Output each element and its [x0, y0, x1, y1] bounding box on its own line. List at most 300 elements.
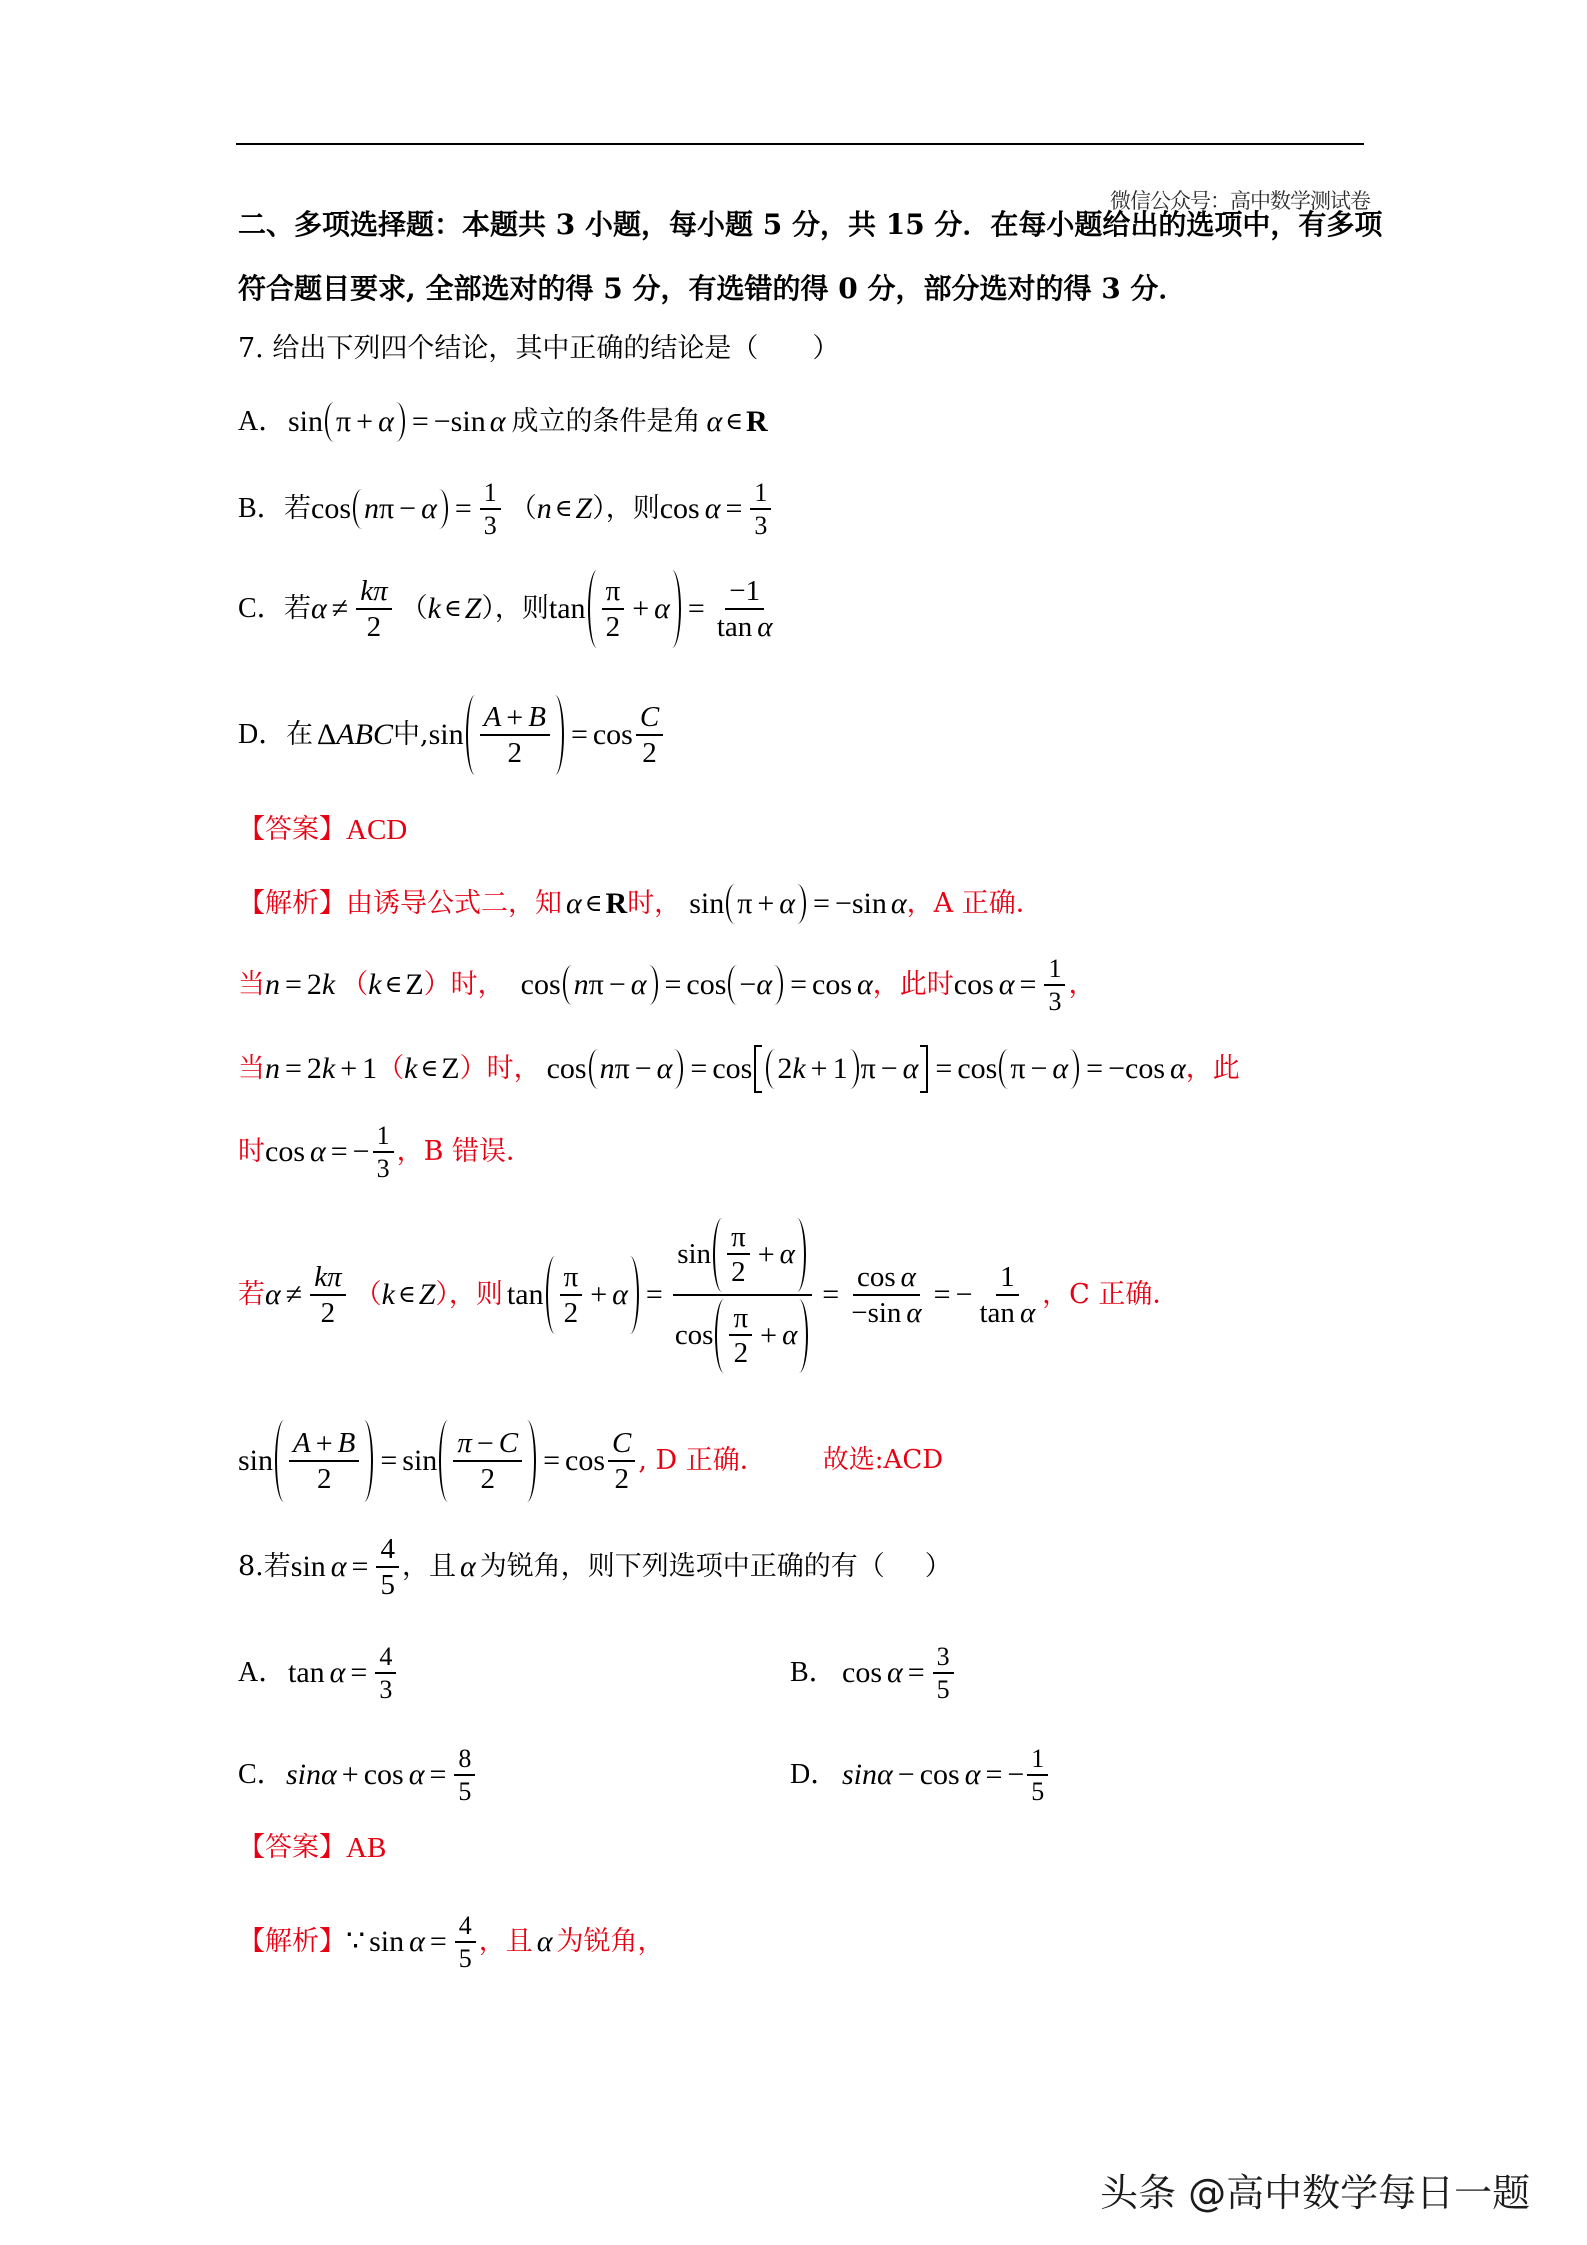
math-token: 5 [380, 1568, 395, 1601]
math-operator: = [570, 718, 588, 751]
math-token: π [1010, 1052, 1026, 1085]
left-paren [546, 1256, 555, 1334]
text-segment: ）时， [423, 968, 505, 1000]
math-token: α [378, 405, 394, 438]
fraction-denominator [638, 736, 661, 768]
left-paren [466, 695, 475, 775]
math-token: π [457, 1427, 472, 1460]
text-segment: 为锐角，则下列选项中正确的有（ [479, 1550, 885, 1582]
fraction [454, 1745, 475, 1805]
math-token: α [311, 592, 327, 625]
right-paren [630, 1256, 639, 1334]
math-token: − [352, 1135, 370, 1168]
fraction [373, 1122, 394, 1182]
fraction-denominator [373, 1153, 394, 1182]
math-operator: = [454, 492, 472, 525]
math-token: π [336, 405, 352, 438]
left-paren [999, 1049, 1008, 1089]
math-token: α [779, 887, 796, 920]
answer-value: ACD [346, 813, 408, 846]
fraction-denominator [671, 1296, 814, 1373]
math-operator: + [341, 1758, 359, 1791]
math-token: C [639, 701, 660, 734]
math-token: α [612, 1278, 628, 1311]
math-token: 3 [936, 1642, 950, 1672]
math-token: cos [953, 968, 994, 1001]
math-token: 2 [320, 1296, 336, 1329]
right-paren [527, 1420, 536, 1502]
left-paren [589, 1049, 598, 1089]
math-token: 2 [733, 1337, 749, 1369]
option-label: A． [238, 1657, 287, 1689]
fraction-denominator [313, 1462, 336, 1494]
math-token: A [293, 1427, 311, 1460]
math-operator: = [813, 887, 830, 920]
math-token: α [900, 1261, 916, 1294]
text-segment: （ [377, 1052, 405, 1084]
math-token: − [955, 1278, 973, 1311]
left-paren [275, 1420, 284, 1502]
math-token: cos [565, 1444, 606, 1477]
math-token: R [605, 887, 628, 920]
left-paren [325, 402, 334, 442]
answer-value: AB [346, 1831, 387, 1864]
math-operator: ≠ [331, 592, 349, 625]
math-token: 3 [379, 1674, 393, 1704]
math-token: C [498, 1427, 519, 1460]
text-segment: ，C 正确． [1042, 1278, 1180, 1310]
fraction-numerator [376, 1534, 399, 1567]
math-operator: + [356, 405, 374, 438]
right-paren [850, 1049, 859, 1089]
math-token: −sin [433, 405, 486, 438]
because-symbol: ∵ [346, 1925, 366, 1958]
fraction-denominator [750, 510, 771, 539]
fraction-numerator [853, 1262, 920, 1295]
fraction [602, 576, 625, 642]
math-token: α [1170, 1052, 1186, 1085]
math-token: cos [265, 1135, 305, 1168]
math-token: 3 [1048, 986, 1062, 1016]
math-token: α [630, 968, 647, 1001]
solution-tag: 【解析】 [238, 1925, 346, 1957]
left-paren [726, 884, 735, 924]
text-segment: ，A 正确． [906, 887, 1043, 919]
fraction-denominator [727, 1255, 750, 1287]
math-token: α [310, 1135, 326, 1168]
math-operator: ∈ [384, 971, 403, 998]
math-token: C [612, 1427, 632, 1460]
math-token: tan [716, 610, 753, 643]
math-token: 5 [936, 1674, 950, 1704]
math-token: −cos [1108, 1052, 1166, 1085]
text-segment: （ [509, 492, 537, 524]
math-token: cos [520, 968, 561, 1001]
math-token: −sin [851, 1296, 902, 1329]
fraction-denominator [454, 1776, 475, 1805]
text-segment: 在 [286, 718, 313, 750]
right-bracket [920, 1045, 928, 1093]
math-operator: = [429, 1758, 447, 1791]
section-header-line-1: 二、多项选择题：本题共 3 小题，每小题 5 分，共 15 分．在每小题给出的选项中，有多项 [238, 208, 1383, 241]
math-operator: − [1030, 1052, 1048, 1085]
text-segment: ，且 [401, 1550, 456, 1582]
fraction [847, 1262, 925, 1328]
math-operator: + [757, 1237, 775, 1271]
math-token: α [782, 1319, 798, 1352]
math-token: π [733, 1301, 749, 1334]
math-token: α [330, 1550, 347, 1583]
left-paren [563, 965, 572, 1005]
math-token: 2 [777, 1052, 793, 1085]
fraction-numerator [996, 1262, 1019, 1295]
math-token: tan [506, 1278, 544, 1311]
text-segment: （ [400, 592, 428, 624]
option-label: A． [238, 406, 287, 438]
fraction-denominator [504, 736, 527, 768]
math-token: 2 [507, 737, 522, 770]
math-token: 2 [731, 1256, 746, 1288]
text-segment: 若 [284, 492, 311, 524]
left-paren [353, 489, 362, 529]
math-operator: − [897, 1758, 915, 1791]
option-label: B． [238, 493, 285, 525]
right-paren [396, 402, 405, 442]
fraction-denominator [560, 1296, 583, 1328]
math-token: α [704, 492, 721, 525]
math-token: α [1052, 1052, 1069, 1085]
fraction-numerator [455, 1912, 476, 1942]
math-token: n [536, 492, 552, 525]
math-token: n [599, 1052, 615, 1085]
math-token: α [536, 1925, 553, 1958]
math-operator: + [810, 1052, 828, 1085]
text-segment: 时 [238, 1135, 265, 1167]
fraction-denominator [1044, 986, 1065, 1015]
math-operator: = [411, 405, 429, 438]
math-operator: = [351, 1550, 369, 1583]
math-token: α [489, 405, 506, 438]
math-token: α [656, 1052, 673, 1085]
text-segment: ， [1068, 968, 1096, 1000]
left-paren [728, 965, 737, 1005]
math-operator: = [1086, 1052, 1104, 1085]
solution-tag: 【解析】 [238, 887, 346, 919]
math-token: π [614, 1052, 630, 1085]
math-token: sin [290, 1550, 326, 1583]
math-token: Z [464, 592, 482, 625]
right-paren [649, 965, 658, 1005]
math-token: 1 [1031, 1744, 1045, 1774]
left-bracket [754, 1045, 762, 1093]
fraction-numerator [373, 1122, 394, 1152]
fraction-numerator [480, 479, 501, 509]
math-token: B [528, 701, 546, 734]
math-token: 8 [458, 1744, 472, 1774]
math-token: π [605, 575, 621, 608]
text-segment: 当 [238, 1052, 265, 1084]
fraction [560, 1262, 583, 1328]
text-segment: ），则 [435, 1278, 503, 1310]
option-label: B． [790, 1657, 837, 1689]
math-token: 2 [642, 736, 657, 769]
math-token: α [409, 1925, 425, 1958]
right-paren [799, 1299, 808, 1373]
math-token: cos [659, 492, 700, 525]
right-paren [439, 489, 448, 529]
math-token: π [563, 1261, 579, 1294]
math-operator: − [634, 1052, 652, 1085]
option-label: D． [238, 719, 287, 751]
left-paren [766, 1049, 775, 1089]
fraction-numerator [729, 1303, 752, 1336]
math-token: −1 [729, 575, 761, 608]
fraction-numerator [933, 1643, 954, 1673]
math-token: α [421, 492, 437, 525]
math-token: −sin [834, 887, 887, 920]
math-token: π [588, 968, 604, 1001]
math-operator: = [1019, 968, 1037, 1001]
fraction [933, 1643, 954, 1703]
math-token: k [792, 1052, 806, 1085]
math-token: 2 [306, 1052, 322, 1085]
fraction [636, 702, 663, 768]
math-token: − [1007, 1758, 1025, 1791]
math-token: Δ [317, 718, 337, 751]
math-token: k [321, 1052, 336, 1085]
math-token: 4 [458, 1911, 472, 1941]
math-token: k [427, 592, 441, 625]
fraction [310, 1262, 345, 1328]
math-token: sin [288, 405, 324, 438]
math-token: 1 [483, 478, 497, 508]
math-operator: − [608, 968, 626, 1001]
math-token: 3 [376, 1153, 390, 1183]
fraction-numerator [289, 1428, 359, 1463]
fraction-numerator [310, 1262, 345, 1295]
math-token: Z [441, 1052, 460, 1085]
fraction-denominator [376, 1568, 399, 1600]
math-operator: − [399, 492, 417, 525]
math-operator: = [822, 1278, 840, 1311]
fraction-denominator [480, 510, 501, 539]
math-operator: + [340, 1052, 358, 1085]
math-operator: + [315, 1426, 333, 1460]
fraction [480, 702, 550, 769]
math-token: tan [548, 592, 586, 625]
fraction [1044, 955, 1065, 1015]
text-segment: 成立的条件是角 [511, 405, 701, 437]
fraction-denominator [847, 1296, 925, 1328]
math-token: n [265, 968, 280, 1001]
fraction-numerator [725, 576, 764, 609]
final-choice: 故选:ACD [822, 1445, 944, 1476]
math-operator: = [725, 492, 743, 525]
text-segment: 为锐角， [556, 1925, 665, 1957]
question-number: 8. [238, 1550, 264, 1582]
left-paren [715, 1299, 724, 1373]
math-token: π [731, 1220, 746, 1253]
fraction-denominator [976, 1296, 1040, 1328]
math-operator: + [590, 1278, 608, 1311]
math-token: 4 [379, 1642, 393, 1672]
left-paren [439, 1420, 448, 1502]
fraction-numerator [1044, 955, 1065, 985]
fraction [729, 1303, 752, 1369]
fraction [976, 1262, 1040, 1328]
fraction-numerator [727, 1222, 750, 1255]
math-operator: = [429, 1925, 447, 1958]
math-token: α [654, 592, 670, 625]
math-token: 3 [754, 510, 768, 540]
math-token: k [404, 1052, 418, 1085]
math-token: α [887, 1656, 903, 1689]
math-token: π [860, 1052, 876, 1085]
math-operator: = [645, 1278, 663, 1311]
math-token: sinα [286, 1758, 337, 1791]
text-segment: ）时， [459, 1052, 541, 1084]
math-token: α [779, 1238, 795, 1271]
fraction [608, 1428, 635, 1494]
math-token: cos [363, 1758, 404, 1791]
fraction-denominator [476, 1462, 499, 1494]
left-paren [588, 570, 597, 648]
math-token: Z [418, 1278, 436, 1311]
text-segment: 若 [263, 1550, 291, 1582]
fraction-numerator [750, 479, 771, 509]
math-token: B [337, 1427, 356, 1460]
math-operator: = [543, 1444, 561, 1477]
fraction [1027, 1745, 1048, 1805]
math-token: α [1019, 1296, 1036, 1329]
math-token: α [964, 1758, 981, 1791]
right-paren [1070, 1049, 1079, 1089]
math-token: π [379, 492, 395, 525]
math-operator: = [790, 968, 808, 1001]
math-operator: − [476, 1426, 494, 1460]
math-token: α [459, 1550, 476, 1583]
math-operator: = [380, 1444, 398, 1477]
math-token: 5 [458, 1776, 472, 1806]
right-paren [555, 695, 564, 775]
math-token: 1 [832, 1052, 848, 1085]
math-operator: = [350, 1656, 368, 1689]
math-token: sin [428, 718, 464, 751]
fraction-numerator [636, 702, 663, 735]
fraction-denominator [713, 610, 777, 642]
math-token: 1 [376, 1121, 390, 1151]
math-token: 5 [1031, 1776, 1045, 1806]
math-token: k [381, 1278, 395, 1311]
text-segment: （ [354, 1278, 382, 1310]
math-operator: ∈ [443, 595, 462, 622]
text-segment: ，此时 [872, 968, 954, 1000]
fraction-denominator [602, 610, 625, 642]
fraction [713, 576, 777, 642]
fraction [727, 1222, 750, 1288]
fraction-denominator [455, 1943, 476, 1972]
text-segment: 若 [238, 1278, 265, 1310]
math-token: α [566, 887, 582, 920]
fraction [750, 479, 771, 539]
math-token: sin [402, 1444, 438, 1477]
fraction-denominator [363, 610, 386, 642]
math-token: cos [842, 1656, 882, 1689]
math-operator: ∈ [584, 890, 603, 917]
math-operator: = [664, 968, 682, 1001]
math-token: α [998, 968, 1015, 1001]
question-text: 7. 给出下列四个结论，其中正确的结论是（ ） [238, 332, 840, 364]
fraction-numerator [454, 1745, 475, 1775]
math-token: cos [674, 1319, 714, 1352]
option-label: C． [238, 593, 285, 625]
math-token: 4 [380, 1533, 395, 1566]
math-operator: + [760, 1318, 778, 1352]
math-token: cos [311, 492, 351, 525]
math-token: Z [405, 968, 424, 1001]
math-token: α [265, 1278, 281, 1311]
math-token: tan [979, 1296, 1015, 1329]
fraction [375, 1643, 396, 1703]
right-paren [672, 570, 681, 648]
text-segment: 则 [632, 492, 660, 524]
right-paren [797, 884, 806, 924]
math-token: 1 [1000, 1261, 1015, 1294]
math-token: − [739, 968, 757, 1001]
math-token: cos [712, 1052, 753, 1085]
fraction-numerator [375, 1643, 396, 1673]
math-token: 2 [563, 1296, 579, 1329]
text-segment: , D 正确． [638, 1444, 767, 1476]
math-token: α [902, 1052, 919, 1085]
fraction [453, 1428, 522, 1495]
math-token: α [857, 968, 873, 1001]
fraction-numerator [453, 1428, 522, 1463]
math-token: k [368, 968, 382, 1001]
watermark-bottom: 头条 @高中数学每日一题 [1100, 2171, 1531, 2215]
math-operator: = [985, 1758, 1003, 1791]
math-token: sin [689, 887, 725, 920]
fraction-numerator [356, 576, 391, 609]
text-segment: （ [341, 968, 369, 1000]
math-token: k [321, 968, 336, 1001]
math-operator: = [330, 1135, 348, 1168]
math-token: sin [238, 1444, 274, 1477]
header-rule [236, 143, 1364, 145]
math-token: π [737, 887, 753, 920]
fraction [289, 1428, 359, 1495]
fraction-denominator [1027, 1776, 1048, 1805]
math-token: α [329, 1656, 346, 1689]
math-operator: = [933, 1278, 951, 1311]
text-segment: ，且 [478, 1925, 533, 1957]
right-paren [774, 965, 783, 1005]
math-token: 1 [1048, 954, 1062, 984]
math-token: kπ [360, 575, 388, 608]
math-token: cos [546, 1052, 587, 1085]
math-token: Z [575, 492, 593, 525]
math-token: α [408, 1758, 425, 1791]
math-operator: ∈ [397, 1281, 416, 1308]
fraction-denominator [933, 1674, 954, 1703]
math-token: cos [957, 1052, 998, 1085]
math-operator: ≠ [285, 1278, 303, 1311]
math-token: 5 [458, 1943, 472, 1973]
math-operator: ∈ [725, 408, 743, 435]
watermark-top: 微信公众号：高中数学测试卷 [1110, 189, 1370, 213]
math-token: tan [288, 1656, 325, 1689]
fraction [376, 1534, 399, 1600]
